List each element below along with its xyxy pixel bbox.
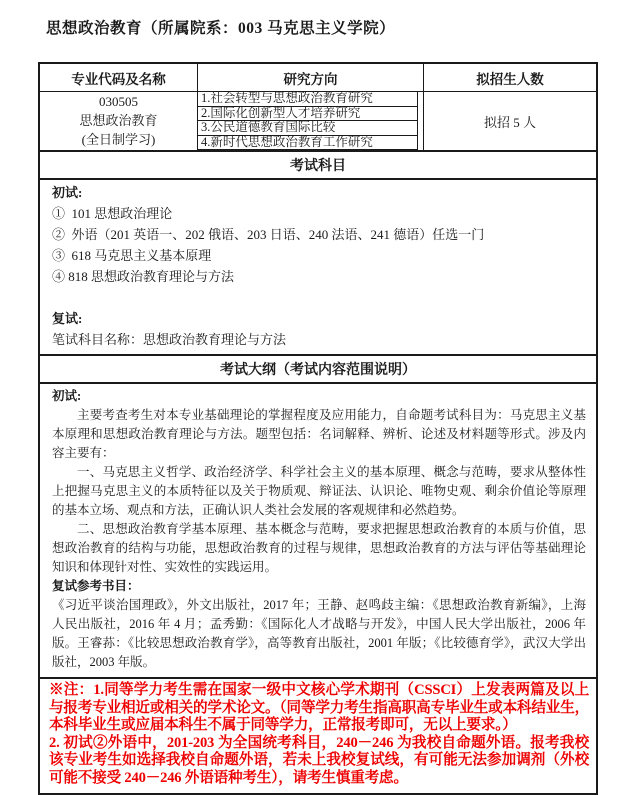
exam-subject-item: ④ 818 思想政治教育理论与方法 [52,269,235,284]
direction-item: 2.国际化创新型人才培养研究 [198,107,418,122]
exam-subject-item: ③ 618 马克思主义基本原理 [52,248,212,263]
syllabus-paragraph-overview: 主要考查考生对本专业基础理论的掌握程度及应用能力，自命题考试科目为：马克思主义基本原理和思想政治教育理论与方法。题型包括：名词解释、辨析、论述及材料题等形式。涉及内容主要有： [52,408,586,460]
reference-books-label: 复试参考书目： [52,579,140,593]
syllabus-paragraph-ideological-education: 二、思想政治教育学基本原理、基本概念与范畴，要求把握思想政治教育的本质与价值，思想政治教育的结构与功能，思想政治教育的过程与规律，思想政治教育的方法与评估等基础理论知识和体现针对性、实效性的实践运用。 [52,522,586,574]
program-cell [40,92,198,150]
col-header-enrollment-quota: 拟招生人数 [476,72,544,87]
reference-books-text: 《习近平谈治国理政》，外文出版社，2017 年；王静、赵鸣歧主编：《思想政治教育新编》，上海人民出版社，2016 年 4 月；孟秀勤：《国际化人才战略与开发》，中国人民大学出版社，2006 年版。王睿荪：《比较思想政治教育学》，高等教育出版社，2001 年版；《比较德育学》，武汉大学出版社，2003 年版。 [52,598,586,669]
page-title: 思想政治教育（所属院系：003 马克思主义学院） [46,20,396,37]
initial-exam-label: 初试: [52,185,83,200]
table-header-row [40,64,596,92]
enrollment-quota-value: 拟招 5 人 [483,114,536,130]
retest-subject: 笔试科目名称：思想政治教育理论与方法 [52,332,287,347]
syllabus-paragraph-marxism: 一、马克思主义哲学、政治经济学、科学社会主义的基本原理、概念与范畴，要求从整体性上把握马克思主义的本质特征以及关于物质观、辩证法、认识论、唯物史观、剩余价值论等原理的基本立场、观点和方法，正确认识人类社会发展的客观规律和必然趋势。 [52,465,586,517]
direction-item: 3.公民道德教育国际比较 [198,121,418,136]
program-name: 思想政治教育 [79,113,158,128]
syllabus-band: 考试大纲（考试内容范围说明） [40,354,596,384]
direction-item: 1.社会转型与思想政治教育研究 [198,92,418,107]
admission-table [38,62,598,795]
col-header-program-code: 专业代码及名称 [40,64,198,91]
program-code: 030505 [99,94,138,109]
syllabus-initial-label: 初试: [52,389,82,403]
note-equivalent-qualification: ※注：1.同等学力考生需在国家一级中文核心学术期刊（CSSCI）上发表两篇及以上与报考专业相近或相关的学术论文。（同等学力考生指高职高专毕业生或本科结业生，本科毕业生或应届本科生不属于同等学力，正常报考即可，无以上要求。） [49,682,589,734]
note-foreign-language: 2. 初试②外语中，201-203 为全国统考科目，240－246 为我校自命题外语。报考我校该专业考生如选择我校自命题外语，若未上我校复试线，有可能无法参加调剂（外校可能不接受 240－246 外语语种考生），请考生慎重考虑。 [49,734,589,786]
exam-subject-item: ② 外语（201 英语一、202 俄语、203 日语、240 法语、241 德语）任选一门 [52,227,485,242]
col-header-research-directions: 研究方向 [198,64,424,91]
program-row [40,92,596,150]
exam-subject-item: ① 101 思想政治理论 [52,206,173,221]
direction-item: 4.新时代思想政治教育工作研究 [198,136,418,151]
blank-line [52,287,586,308]
notes-box [40,677,596,793]
program-study-mode: (全日制学习) [81,132,156,147]
syllabus-section [40,384,596,677]
research-directions-cell [198,92,424,150]
exam-subjects-band: 考试科目 [40,150,596,180]
retest-label: 复试: [52,311,83,326]
exam-subjects-section [40,180,596,354]
